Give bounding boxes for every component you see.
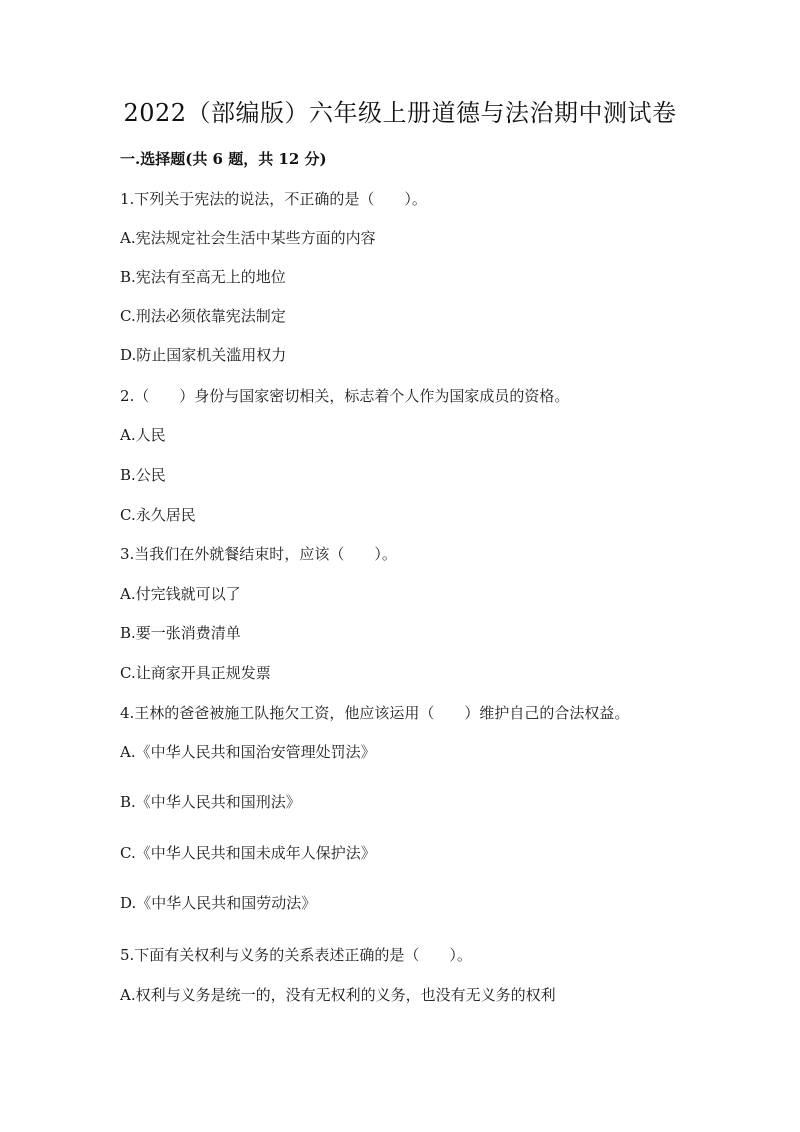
question-2-option-b: B.公民 xyxy=(120,466,166,484)
question-3-stem: 3.当我们在外就餐结束时，应该（ ）。 xyxy=(120,545,397,563)
question-1-option-a: A.宪法规定社会生活中某些方面的内容 xyxy=(120,229,376,247)
question-2-stem: 2.（ ）身份与国家密切相关，标志着个人作为国家成员的资格。 xyxy=(120,387,570,405)
question-5-stem: 5.下面有关权利与义务的关系表述正确的是（ ）。 xyxy=(120,946,472,964)
question-4-stem: 4.王林的爸爸被施工队拖欠工资，他应该运用（ ）维护自己的合法权益。 xyxy=(120,704,630,722)
question-4-option-d: D.《中华人民共和国劳动法》 xyxy=(120,894,317,912)
question-3-option-c: C.让商家开具正规发票 xyxy=(120,664,271,682)
question-1-stem: 1.下列关于宪法的说法，不正确的是（ ）。 xyxy=(120,190,427,208)
exam-title: 2022（部编版）六年级上册道德与法治期中测试卷 xyxy=(123,99,677,127)
question-2-option-c: C.永久居民 xyxy=(120,506,196,524)
question-4-option-c: C.《中华人民共和国未成年人保护法》 xyxy=(120,844,376,862)
question-2-option-a: A.人民 xyxy=(120,426,166,444)
question-1-option-c: C.刑法必须依靠宪法制定 xyxy=(120,307,286,325)
question-5-option-a: A.权利与义务是统一的，没有无权利的义务，也没有无义务的权利 xyxy=(120,986,556,1004)
question-4-option-a: A.《中华人民共和国治安管理处罚法》 xyxy=(120,743,376,761)
question-4-option-b: B.《中华人民共和国刑法》 xyxy=(120,793,301,811)
question-3-option-a: A.付完钱就可以了 xyxy=(120,585,241,603)
question-3-option-b: B.要一张消费清单 xyxy=(120,624,241,642)
question-1-option-d: D.防止国家机关滥用权力 xyxy=(120,346,287,364)
section-heading: 一.选择题(共 6 题，共 12 分) xyxy=(120,150,327,168)
question-1-option-b: B.宪法有至高无上的地位 xyxy=(120,268,286,286)
